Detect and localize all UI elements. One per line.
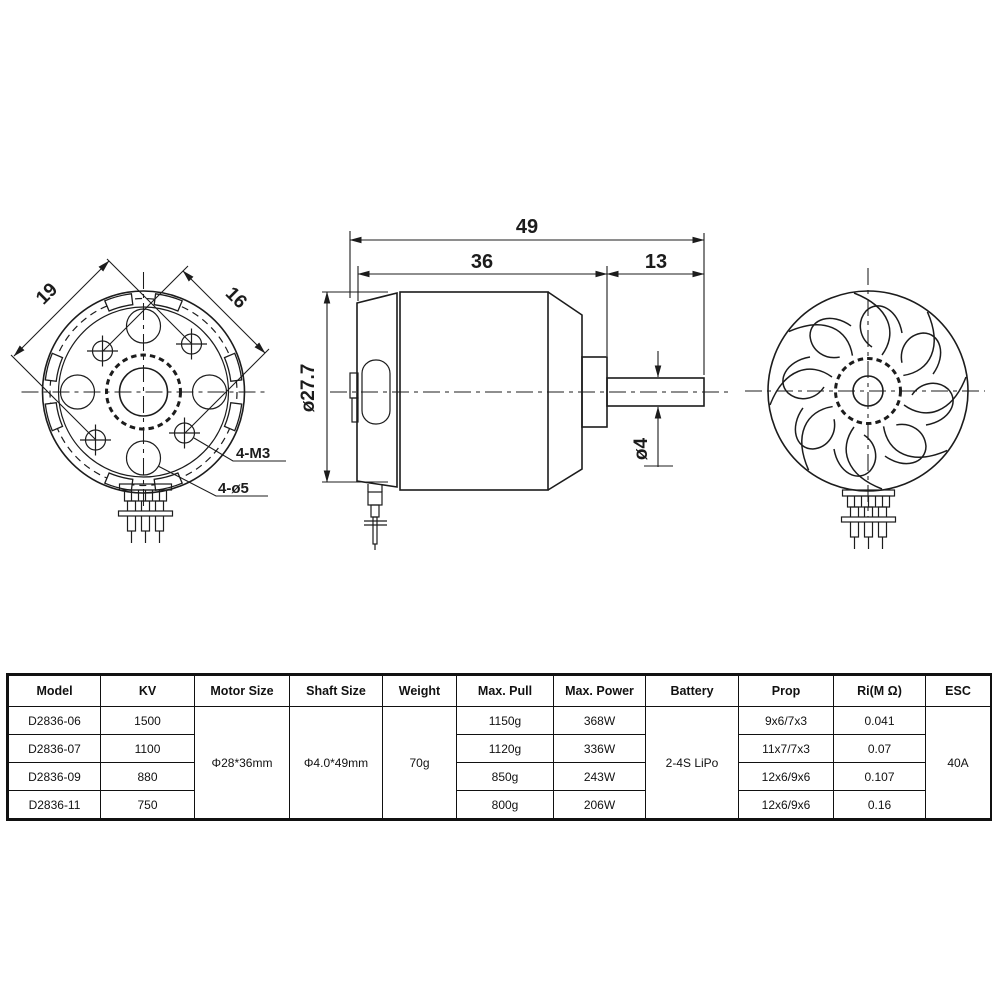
cell-battery: 2-4S LiPo [646,707,739,819]
col-header-weight: Weight [383,676,457,707]
fan-blade [770,357,832,405]
col-header-battery: Battery [646,676,739,707]
col-header-shaft-size: Shaft Size [290,676,383,707]
header-row [9,676,991,707]
cell-prop: 12x6/9x6 [739,791,834,819]
cell-kv: 750 [101,791,195,819]
dim-label-16: 16 [220,283,251,314]
mount-plate-outline [357,293,397,487]
cell-max-power: 336W [554,735,646,763]
fan-blade [775,392,853,470]
fan-blade [789,298,867,376]
col-header-ri: Ri(M Ω) [834,676,926,707]
table-row [9,791,991,819]
col-header-motor-size: Motor Size [195,676,290,707]
table-row [9,735,991,763]
col-header-esc: ESC [926,676,991,707]
dim-36-extension-lines [358,266,607,356]
cell-motor-size: Φ28*36mm [195,707,290,819]
front-view [11,259,286,543]
col-header-max-pull: Max. Pull [457,676,554,707]
fan-blade [869,407,947,485]
dim-label-13: 13 [644,251,668,273]
dim-19-extension-lines [11,259,192,440]
fan-blade [834,427,882,489]
cell-prop: 9x6/7x3 [739,707,834,735]
col-header-prop: Prop [739,676,834,707]
motor-body-outline [400,292,548,490]
cell-max-power: 206W [554,791,646,819]
fan-view [745,268,985,549]
cell-esc: 40A [926,707,991,819]
cell-kv: 1500 [101,707,195,735]
side-view [298,216,730,550]
dim-label-d277: ø27.7 [298,363,319,413]
spec-table [8,675,991,819]
spec-table-wrap [6,673,992,821]
cell-max-power: 368W [554,707,646,735]
col-header-model: Model [9,676,101,707]
col-header-max-power: Max. Power [554,676,646,707]
cell-model: D2836-11 [9,791,101,819]
cell-max-pull: 800g [457,791,554,819]
cell-prop: 11x7/7x3 [739,735,834,763]
cell-kv: 1100 [101,735,195,763]
cell-max-pull: 1150g [457,707,554,735]
dim-label-49: 49 [515,216,539,238]
fan-blade [854,293,902,355]
cell-prop: 12x6/9x6 [739,763,834,791]
col-header-kv: KV [101,676,195,707]
cell-max-pull: 1120g [457,735,554,763]
cell-ri: 0.107 [834,763,926,791]
fan-blade [884,312,962,390]
cell-ri: 0.16 [834,791,926,819]
cell-weight: 70g [383,707,457,819]
dim-16-line [183,271,265,353]
cell-kv: 880 [101,763,195,791]
table-row [9,707,991,735]
wire-connector-front [119,484,173,543]
bell-taper-outline [548,292,582,490]
fan-blade [904,377,966,425]
dim-d277-extension-lines [322,292,388,482]
cell-model: D2836-06 [9,707,101,735]
wire-connector-rear [842,490,896,549]
cell-ri: 0.07 [834,735,926,763]
dim-label-19: 19 [32,279,63,310]
dim-label-d4: ø4 [631,437,652,461]
cell-max-power: 243W [554,763,646,791]
dim-label-36: 36 [470,251,494,273]
cell-shaft-size: Φ4.0*49mm [290,707,383,819]
label-4-o5: 4-ø5 [218,480,249,497]
cell-max-pull: 850g [457,763,554,791]
dim-19-line [14,261,109,356]
label-4-m3: 4-M3 [236,445,271,462]
mount-screw [364,484,387,550]
cell-model: D2836-09 [9,763,101,791]
table-row [9,763,991,791]
cell-model: D2836-07 [9,735,101,763]
cell-ri: 0.041 [834,707,926,735]
